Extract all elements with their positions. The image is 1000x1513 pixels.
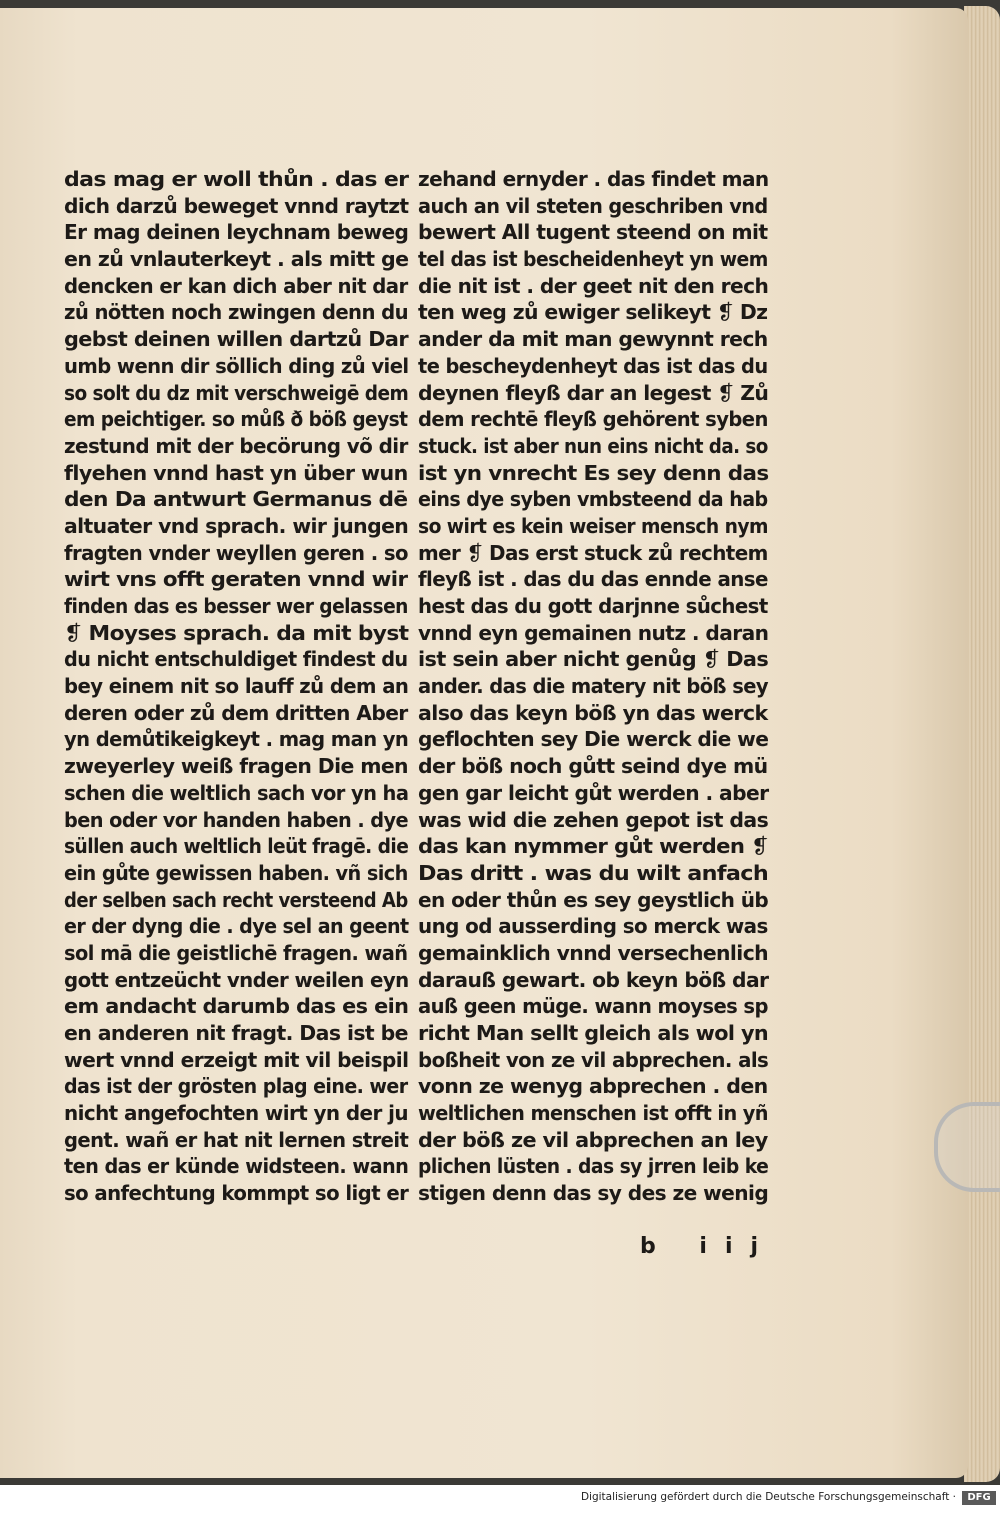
left-column-line: Er mag deinen leychnam beweg [64, 220, 409, 245]
footer-bar [0, 1485, 1000, 1513]
right-column-line: plichen lüsten . das sy jrren leib ke [418, 1154, 769, 1179]
right-column-line: weltlichen menschen ist offt in yñ [418, 1101, 768, 1126]
right-column-line: was wid die zehen gepot ist das [418, 807, 769, 832]
left-column-line: gebst deinen willen dartzů Dar [64, 327, 409, 352]
right-column-line: der böß noch gůtt seind dye mü [418, 754, 768, 779]
right-column-line: das kan nymmer gůt werden ❡ [418, 834, 769, 859]
book-page [0, 8, 968, 1478]
left-column-line: deren oder zů dem dritten Aber [64, 700, 408, 725]
right-column-line: gen gar leicht gůt werden . aber [418, 780, 769, 805]
right-column-line: dem rechtē fleyß gehörent syben [418, 407, 768, 432]
left-column-line: finden das es besser wer gelassen [64, 594, 408, 618]
right-column-line: bewert All tugent steend on mit [418, 220, 768, 245]
signature-mark: b iij [640, 1234, 777, 1259]
left-column-line: wirt vns offt geraten vnnd wir [64, 567, 408, 592]
right-column-line: der böß ze vil abprechen an ley [418, 1127, 768, 1152]
left-column-line: der selben sach recht versteend Ab [64, 887, 408, 912]
paper-clip-icon [934, 1102, 1000, 1192]
left-column-line: du nicht entschuldiget findest du [64, 647, 408, 672]
left-column-line: zestund mit der becörung võ dir [64, 433, 408, 458]
right-column-line: stigen denn das sy des ze wenig [418, 1181, 769, 1206]
left-column-line: ❡ Moyses sprach. da mit byst [64, 620, 409, 645]
left-column-line: so solt du dz mit verschweigē dem [64, 380, 409, 405]
right-column-line: also das keyn böß yn das werck [418, 700, 768, 725]
left-column-line: dich darzů beweget vnnd raytzt [64, 193, 409, 218]
right-column-line: ten weg zů ewiger selikeyt ❡ Dz [418, 300, 768, 325]
right-column-line: hest das du gott darjnne sůchest [418, 594, 768, 618]
left-column-line: gott entzeücht vnder weilen eyn [64, 967, 409, 992]
left-column-line: so anfechtung kommpt so ligt er [64, 1181, 409, 1206]
right-column-line: ander. das die matery nit böß sey [418, 674, 769, 699]
right-column-line: gemainklich vnnd versechenlich [418, 940, 769, 965]
left-column-line: wert vnnd erzeigt mit vil beispil [64, 1047, 409, 1072]
left-column-line: flyehen vnnd hast yn über wun [64, 460, 408, 485]
left-column-line: sol mā die geistlichē fragen. wañ [64, 940, 408, 965]
right-column-line: so wirt es kein weiser mensch nym [418, 513, 768, 538]
right-column-line: en oder thůn es sey geystlich üb [418, 887, 769, 912]
right-column-line: ist yn vnrecht Es sey denn das [418, 460, 769, 485]
right-column-line: zehand ernyder . das findet man [418, 167, 769, 191]
right-column-line: Das dritt . was du wilt anfach [418, 860, 769, 885]
right-column-line: tel das ist bescheidenheyt yn wem [418, 247, 768, 272]
dfg-logo: DFG [962, 1491, 996, 1505]
left-column-line: bey einem nit so lauff zů dem an [64, 674, 409, 699]
right-column-line: ander da mit man gewynnt rech [418, 327, 768, 352]
right-column-line: die nit ist . der geet nit den rech [418, 273, 769, 298]
left-column-line: ten das er künde widsteen. wann [64, 1154, 409, 1179]
right-column-line: te bescheydenheyt das ist das du [418, 353, 768, 378]
right-column-line: vnnd eyn gemainen nutz . daran [418, 620, 769, 645]
left-column-line: das ist der grösten plag eine. wer [64, 1074, 408, 1099]
left-column-line: dencken er kan dich aber nit dar [64, 273, 408, 298]
right-column-line: fleyß ist . das du das ennde anse [418, 567, 768, 592]
left-column-line: ben oder vor handen haben . dye [64, 807, 409, 832]
left-column-line: umb wenn dir söllich ding zů viel [64, 353, 409, 378]
right-column-line: stuck. ist aber nun eins nicht da. so [418, 433, 768, 458]
left-column-line: zů nötten noch zwingen denn du [64, 300, 409, 325]
right-column-line: boßheit von ze vil abprechen. als [418, 1047, 769, 1072]
footer-credit: Digitalisierung gefördert durch die Deutsche Forschungsgemeinschaft · [580, 1491, 956, 1503]
right-column-line: geflochten sey Die werck die we [418, 727, 769, 752]
left-column-line: nicht angefochten wirt yn der ju [64, 1101, 408, 1126]
left-column-line: schen die weltlich sach vor yn ha [64, 780, 409, 805]
page-edge [964, 6, 1000, 1482]
left-column-line: en anderen nit fragt. Das ist be [64, 1021, 408, 1045]
right-column-line: vonn ze wenyg abprechen . den [418, 1074, 768, 1099]
right-column-line: ist sein aber nicht genůg ❡ Das [418, 647, 769, 672]
left-column-line: fragten vnder weyllen geren . so [64, 540, 408, 565]
left-column-line: ein gůte gewissen haben. vñ sich [64, 860, 408, 885]
left-column-line: gent. wañ er hat nit lernen streit [64, 1127, 409, 1152]
left-column-line: em andacht darumb das es ein [64, 994, 409, 1019]
left-column-line: er der dyng die . dye sel an geent [64, 914, 409, 939]
left-column-line: em peichtiger. so můß ð böß geyst [64, 407, 408, 432]
left-column-line: süllen auch weltlich leüt fragē. die [64, 834, 409, 859]
right-text-column [418, 166, 768, 1207]
left-column-line: en zů vnlauterkeyt . als mitt ge [64, 247, 409, 272]
left-column-line: yn demůtikeigkeyt . mag man yn [64, 727, 409, 752]
left-column-line: altuater vnd sprach. wir jungen [64, 513, 409, 538]
right-column-line: mer ❡ Das erst stuck zů rechtem [418, 540, 768, 565]
right-column-line: ung od ausserding so merck was [418, 914, 768, 939]
right-column-line: auß geen müge. wann moyses sp [418, 994, 768, 1019]
right-column-line: deynen fleyß dar an legest ❡ Zů [418, 380, 769, 405]
right-column-line: eins dye syben vmbsteend da hab [418, 487, 768, 512]
right-column-line: darauß gewart. ob keyn böß dar [418, 967, 769, 992]
right-column-line: auch an vil steten geschriben vnd [418, 193, 768, 218]
left-column-line: den Da antwurt Germanus dē [64, 487, 408, 512]
right-column-line: richt Man sellt gleich als wol yn [418, 1021, 769, 1045]
left-column-line: zweyerley weiß fragen Die men [64, 754, 408, 779]
left-text-column [64, 166, 408, 1207]
left-column-line: das mag er woll thůn . das er [64, 167, 409, 191]
